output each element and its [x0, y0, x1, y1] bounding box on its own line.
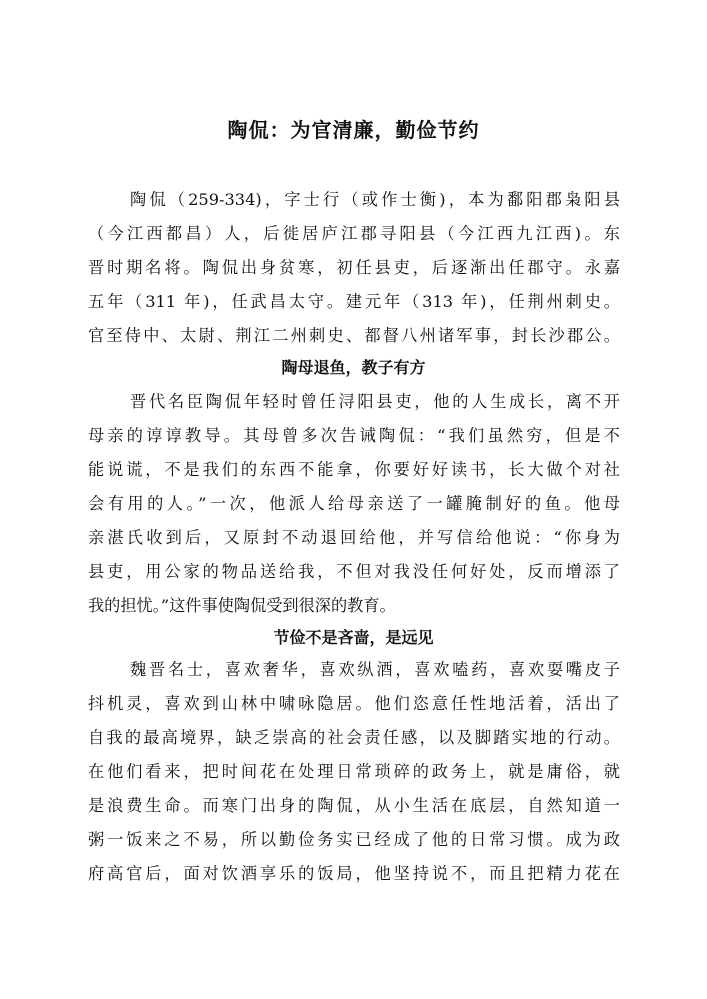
paragraph-line: 府高官后，面对饮酒享乐的饭局，他坚持说不，而且把精力花在 — [88, 864, 620, 883]
paragraph-line: 会有用的人。”一次，他派人给母亲送了一罐腌制好的鱼。他母 — [88, 494, 620, 513]
paragraph-line: 抖机灵，喜欢到山林中啸咏隐居。他们恣意任性地活着，活出了 — [88, 694, 620, 713]
paragraph-line: 县吏，用公家的物品送给我，不但对我没任何好处，反而增添了 — [88, 562, 620, 581]
paragraph-line: 晋时期名将。陶侃出身贫寒，初任县吏，后逐渐出任郡守。永嘉 — [88, 258, 620, 277]
paragraph-line: 亲湛氏收到后，又原封不动退回给他，并写信给他说：“你身为 — [88, 528, 620, 547]
paragraph-line: （今江西都昌）人，后徙居庐江郡寻阳县（今江西九江西)。东 — [88, 224, 620, 243]
paragraph-line: 是浪费生命。而寒门出身的陶侃，从小生活在底层，自然知道一 — [88, 796, 620, 815]
paragraph-line: 我的担忧。”这件事使陶侃受到很深的教育。 — [88, 596, 396, 615]
paragraph-line: 母亲的谆谆教导。其母曾多次告诫陶侃：“我们虽然穷，但是不 — [88, 426, 620, 445]
paragraph-line: 官至侍中、太尉、荆江二州刺史、都督八州诸军事，封长沙郡公。 — [88, 326, 620, 345]
paragraph-line: 能说谎，不是我们的东西不能拿，你要好好读书，长大做个对社 — [88, 460, 620, 479]
section-heading: 陶母退鱼，教子有方 — [281, 358, 426, 377]
document-title: 陶侃：为官清廉，勤俭节约 — [227, 118, 480, 142]
paragraph-line: 五年（311 年)，任武昌太守。建元年（313 年)，任荆州刺史。 — [88, 292, 620, 311]
paragraph-line: 晋代名臣陶侃年轻时曾任浔阳县吏，他的人生成长，离不开 — [130, 392, 620, 411]
paragraph-line: 自我的最高境界，缺乏崇高的社会责任感，以及脚踏实地的行动。 — [88, 728, 620, 747]
section-heading: 节俭不是吝啬，是远见 — [273, 628, 434, 647]
paragraph-line: 陶侃（259-334)，字士行（或作士衡)，本为鄱阳郡枭阳县 — [130, 190, 620, 209]
paragraph-line: 在他们看来，把时间花在处理日常琐碎的政务上，就是庸俗，就 — [88, 762, 620, 781]
paragraph-line: 魏晋名士，喜欢奢华，喜欢纵酒，喜欢嗑药，喜欢耍嘴皮子 — [130, 660, 620, 679]
paragraph-line: 粥一饭来之不易，所以勤俭务实已经成了他的日常习惯。成为政 — [88, 830, 620, 849]
